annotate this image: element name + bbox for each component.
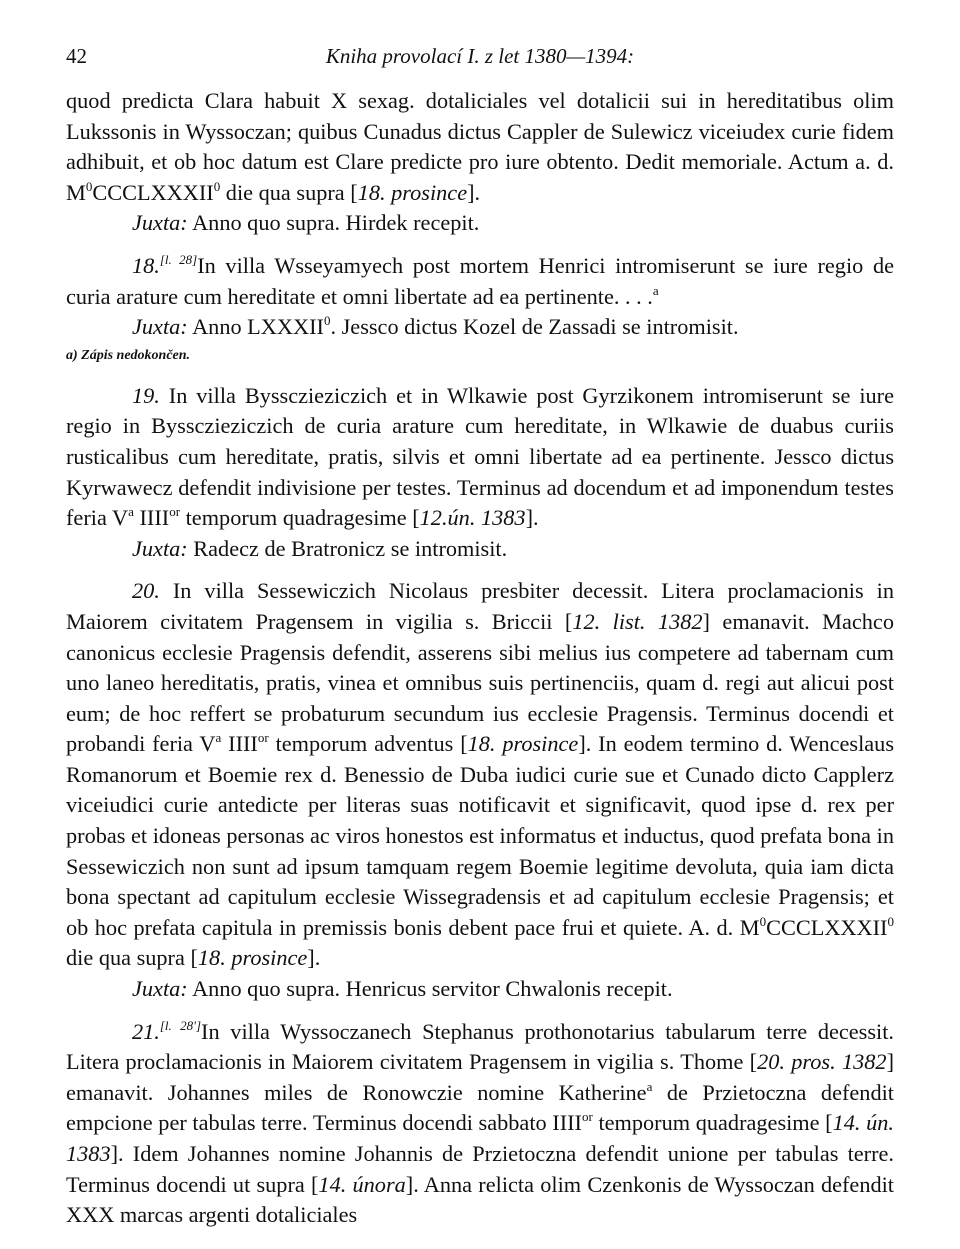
folio-mark: [l. 28'] (159, 1017, 202, 1033)
entry-number: 19. (132, 382, 160, 408)
entry-19-juxta: Juxta: Radecz de Bratronicz se intromisit. (132, 535, 508, 561)
footnote-ref: a (652, 282, 659, 298)
footnote: a) Zápis nedokončen. (66, 347, 191, 363)
entry-18: 18.[l. 28]In villa Wsseyamyech post mortem Henrici intromiserunt se iure regio de curia arature cum hereditate et omni libertate ad ea pertinente. . . .$^a$ (66, 251, 894, 309)
entry-19: 19. In villa Byssczieziczich et in Wlkawie post Gyrzikonem intromiserunt se iure regio in Byssczieziczich de curia arature cum hereditate, in Wlkawie de duabus curiis rusticalibus cum hereditate, pratis, silvis et omni libertate ad ea pertinente. Jessco dictus Kyrwawecz defendit indivisione per testes. Terminus ad docendum et ad imponendum testes feria $V^a$ $IIII^{or}$ temporum quadragesime [12.ún. 1383]. (66, 382, 894, 531)
page-body (66, 86, 894, 1231)
entry-number: 21. (132, 1018, 160, 1044)
entry-18-juxta: Juxta: Anno LXXXII$^0$. Jessco dictus Kozel de Zassadi se intromisit. (132, 313, 739, 340)
entry-20-juxta: Juxta: Anno quo supra. Henricus servitor Chwalonis recepit. (132, 976, 673, 1002)
entry-21: 21.[l. 28']In villa Wyssoczanech Stephanus prothonotarius tabularum terre decessit. Litera proclamacionis in Maiorem civitatem Pragensem in vigilia s. Thome [20. pros. 1382] emanavit. Johannes miles de Ronowczie nomine Katherine$^a$ de Przietoczna defendit empcione per tabulas terre. Terminus docendi sabbato $IIII^{or}$ temporum quadragesime [14. ún. 1383]. Idem Johannes nomine Johannis de Przietoczna defendit unione per tabulas terre. Terminus docendi ut supra [14. února]. Anna relicta olim Czenkonis de Wyssoczan defendit XXX marcas argenti dotaliciales (66, 1017, 895, 1228)
entry-number: 20. (132, 578, 160, 604)
running-title: Kniha provolací I. z let 1380—1394: (325, 44, 635, 68)
intro-juxta: Juxta: Anno quo supra. Hirdek recepit. (132, 210, 480, 236)
entry-number: 18. (132, 252, 160, 278)
page-header (0, 44, 960, 72)
entry-20: 20. In villa Sessewiczich Nicolaus presbiter decessit. Litera proclamacionis in Maiorem civitatem Pragensem in vigilia s. Briccii [12. list. 1382] emanavit. Machco canonicus ecclesie Pragensis defendit, asserens sibi melius ius competere ad tabernam cum uno laneo hereditatis, pratis, vinea et omnibus suis pertinenciis, quam d. regi aut alicui post eum; de hoc reffert se probaturum secundum ius ecclesie Pragensis. Terminus docendi et probandi feria $V^a$ $IIII^{or}$ temporum adventus [18. prosince]. In eodem termino d. Wenceslaus Romanorum et Boemie rex d. Benessio de Duba iudici curie sue et Cunado dicto Capplerz viceiudici curie antedicte per literas suas notificavit et significavit, quod ipse d. rex per probas et idoneas personas ac viros honestos est informatus et inductus, quod prefata bona in Sessewiczich non sunt ad ipsum tamquam regem Boemie legitime devoluta, quia iam dicta bona spectant ad capitulum ecclesie Wissegradensis et ad capitulum ecclesie Pragensis; et ob hoc prefata capitula in premissis bonis debent pace frui et quiete. A. d. $M^0CCCLXXXII^0$ die qua supra [18. prosince]. (66, 578, 894, 971)
folio-mark: [l. 28] (159, 251, 198, 267)
page-number: 42 (66, 44, 87, 68)
intro-paragraph: quod predicta Clara habuit X sexag. dotaliciales vel dotalicii sui in hereditatibus olim Lukssonis in Wyssoczan; quibus Cunadus dictus Cappler de Sulewicz viceiudex curie fidem adhibuit, et ob hoc datum est Clare predicte pro iure obtento. Dedit memoriale. Actum a. d. $M^0CCCLXXXII^0$ die qua supra [18. prosince]. (66, 88, 894, 205)
